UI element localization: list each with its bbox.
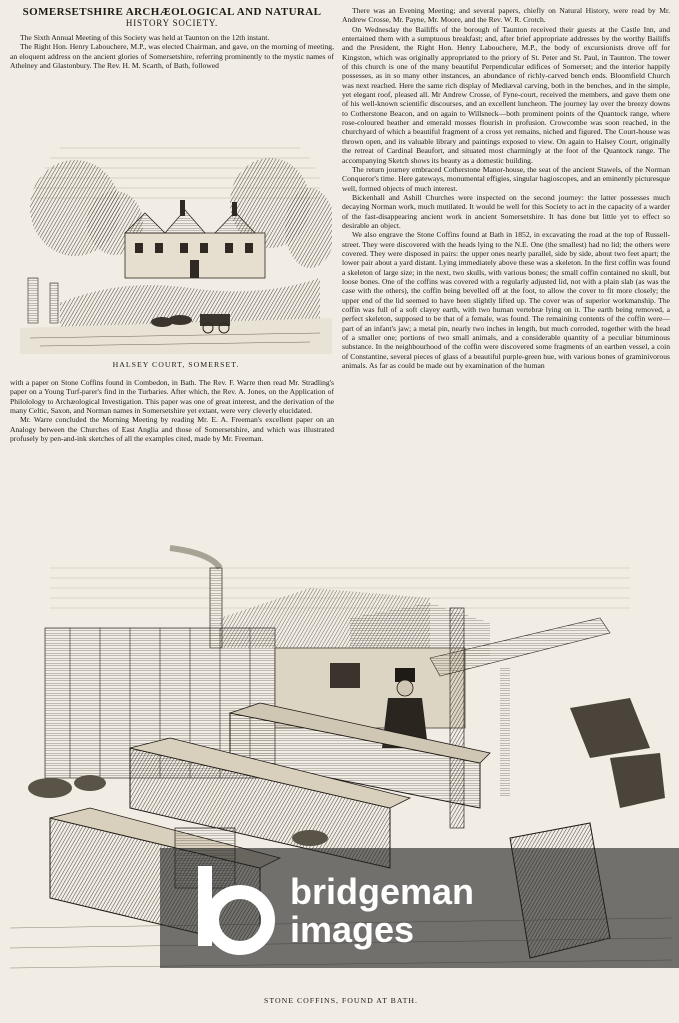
caption-halsey-court: HALSEY COURT, SOMERSET. — [112, 360, 240, 369]
article-title: SOMERSETSHIRE ARCHÆOLOGICAL AND NATURAL — [22, 6, 322, 18]
paragraph: The Sixth Annual Meeting of this Society was held at Taunton on the 12th instant. — [20, 33, 270, 42]
paragraph: Mr. Warre concluded the Morning Meeting by reading Mr. E. A. Freeman's excellent paper on an Analogy between the Churches of East Anglia and those of Somersetshire, and which was illustrated profusely by pen-and-ink sketches of all the examples cited, made by Mr. Freeman. — [10, 415, 334, 444]
watermark-text-images: images — [290, 909, 415, 950]
paragraph: with a paper on Stone Coffins found in Combedon, in Bath. The Rev. F. Warre then read Mr. Stradling's paper on a Young Turf-parer's find in the Turbaries. After which, the Rev. A. Jones, on the Application of Philolology to Archæological Investigation. This paper was one of great interest, and the derivation of the many Celtic, Saxon, and Norman names in Somersetshire yet extant, were very cleverly elucidated. — [10, 378, 334, 416]
halsey-court-engraving — [20, 128, 332, 354]
bridgeman-logo-icon — [190, 858, 280, 958]
paragraph: We also engrave the Stone Coffins found at Bath in 1852, in excavating the road at the top of Russell-street. They were discovered with the heads lying to the N.E. One (the smallest) had no lid; the others were covered. They were disposed in pairs: the upper ones nearly parallel, side by side, about two feet apart; the lower pair about a yard distant. Lying immediately above these was a skeleton. In the first coffin was found a skeleton of large size; in the next, two skulls, with various bones; the small coffin contained no skull, but loose bones. One of the coffins was covered with a regularly adjusted lid, not with a plain slab (as was the case with the others), the coffin being bevelled off at the foot, to allow the cover to fit more closely; the upper end of the lid seemed to have been slightly lifted up. The cover was of superior workmanship. The coffin was full of a soft clayey earth, with two human vertebræ lying on it. The earth being removed, a perfect skeleton, supposed to be that of a female, was found. The remaining contents of the coffin were—part of an infant's jaw; a metal pin, nearly two inches in length, but much corroded, together with the head of a smaller one; portions of two small animals, and a considerable quantity of a peculiar bituminous substance. In the neighbourhood of the coffin were discovered some fragments of an earthen vessel, a coin of Constantine, several pieces of glass of a beautiful purple-green hue, with various bones of graminivorous animals. As far as could be made out by examination of the human — [342, 230, 670, 371]
watermark-text-bridgeman: bridgeman — [290, 871, 475, 912]
right-column — [342, 6, 670, 501]
paragraph: Bickenhall and Ashill Churches were inspected on the second journey: the latter possesses much decaying Norman work, much mutilated. It would be well for this Society to act in the capacity of a warder of the fast-disappearing ancient work in ancient Somersetshire. It has done but little yet to effect so desirable an object. — [342, 192, 670, 230]
left-column-bottom — [10, 378, 334, 500]
paragraph: The Right Hon. Henry Labouchere, M.P., was elected Chairman, and gave, on the morning of meeting, an eloquent address on the ancient glories of Somersetshire, referring prominently to the mystic names of Athelney and Glastonbury. The Rev. H. M. Scarth, of Bath, followed — [10, 42, 334, 71]
paragraph: There was an Evening Meeting; and several papers, chiefly on Natural History, were read by Mr. Andrew Crosse, Mr. Payne, Mr. Moore, and the Rev. W. R. Crotch. — [342, 6, 670, 25]
paragraph: The return journey embraced Cotherstone Manor-house, the seat of the ancient Stawels, of the Norman Conqueror's time. Here gateways, monumental effigies, singular hagioscopes, and an eminently picturesque well, formed objects of much interest. — [342, 164, 670, 193]
paragraph: On Wednesday the Bailiffs of the borough of Taunton received their guests at the Castle Inn, and entertained them with a sumptuous breakfast; and, after brief appropriate addresses by the worthy Bailiffs and the President, the Right Hon. Henry Labouchere, M.P., the body of excursionists drove off for Kingston, which was originally appropriated to the priory of St. Peter and St. Paul, in Taunton. The tower of this church is one of the many beautiful Perpendicular edifices of Somerset; and the interior happily possesses, as in so many other instances, an abundance of richly-carved bench ends. Bloomfield Church was next reached. Here the same rich display of Mediæval carving, both in the benches, and in the simple, yet elegant roof, pleased all. Mr Andrew Crosse, of Fyne-court, received the members, and gave them one of his well-known scientific discourses, and an excellent luncheon. The journey lay over the breezy downs to Cotherstone Beacon, and on again to Willsneck—both prominent points of the Quantock range, where rose-coloured heather and emerald mosses flourish in profusion. Crowcombe was soon reached, in the churchyard of which a beautiful fragment of a cross yet remains, niched and figured. The Court-house was thrown open, and its valuable library and paintings exposed to view. On again to Halsey Court, originally the retreat of Cardinal Beaufort, and situated most charmingly at the foot of the Quantock range. The accompanying Sketch shows its beauty as a domestic building. — [342, 24, 670, 165]
article-subtitle: HISTORY SOCIETY. — [125, 18, 219, 28]
caption-stone-coffins: STONE COFFINS, FOUND AT BATH. — [264, 996, 418, 1005]
left-column-top — [10, 6, 334, 118]
